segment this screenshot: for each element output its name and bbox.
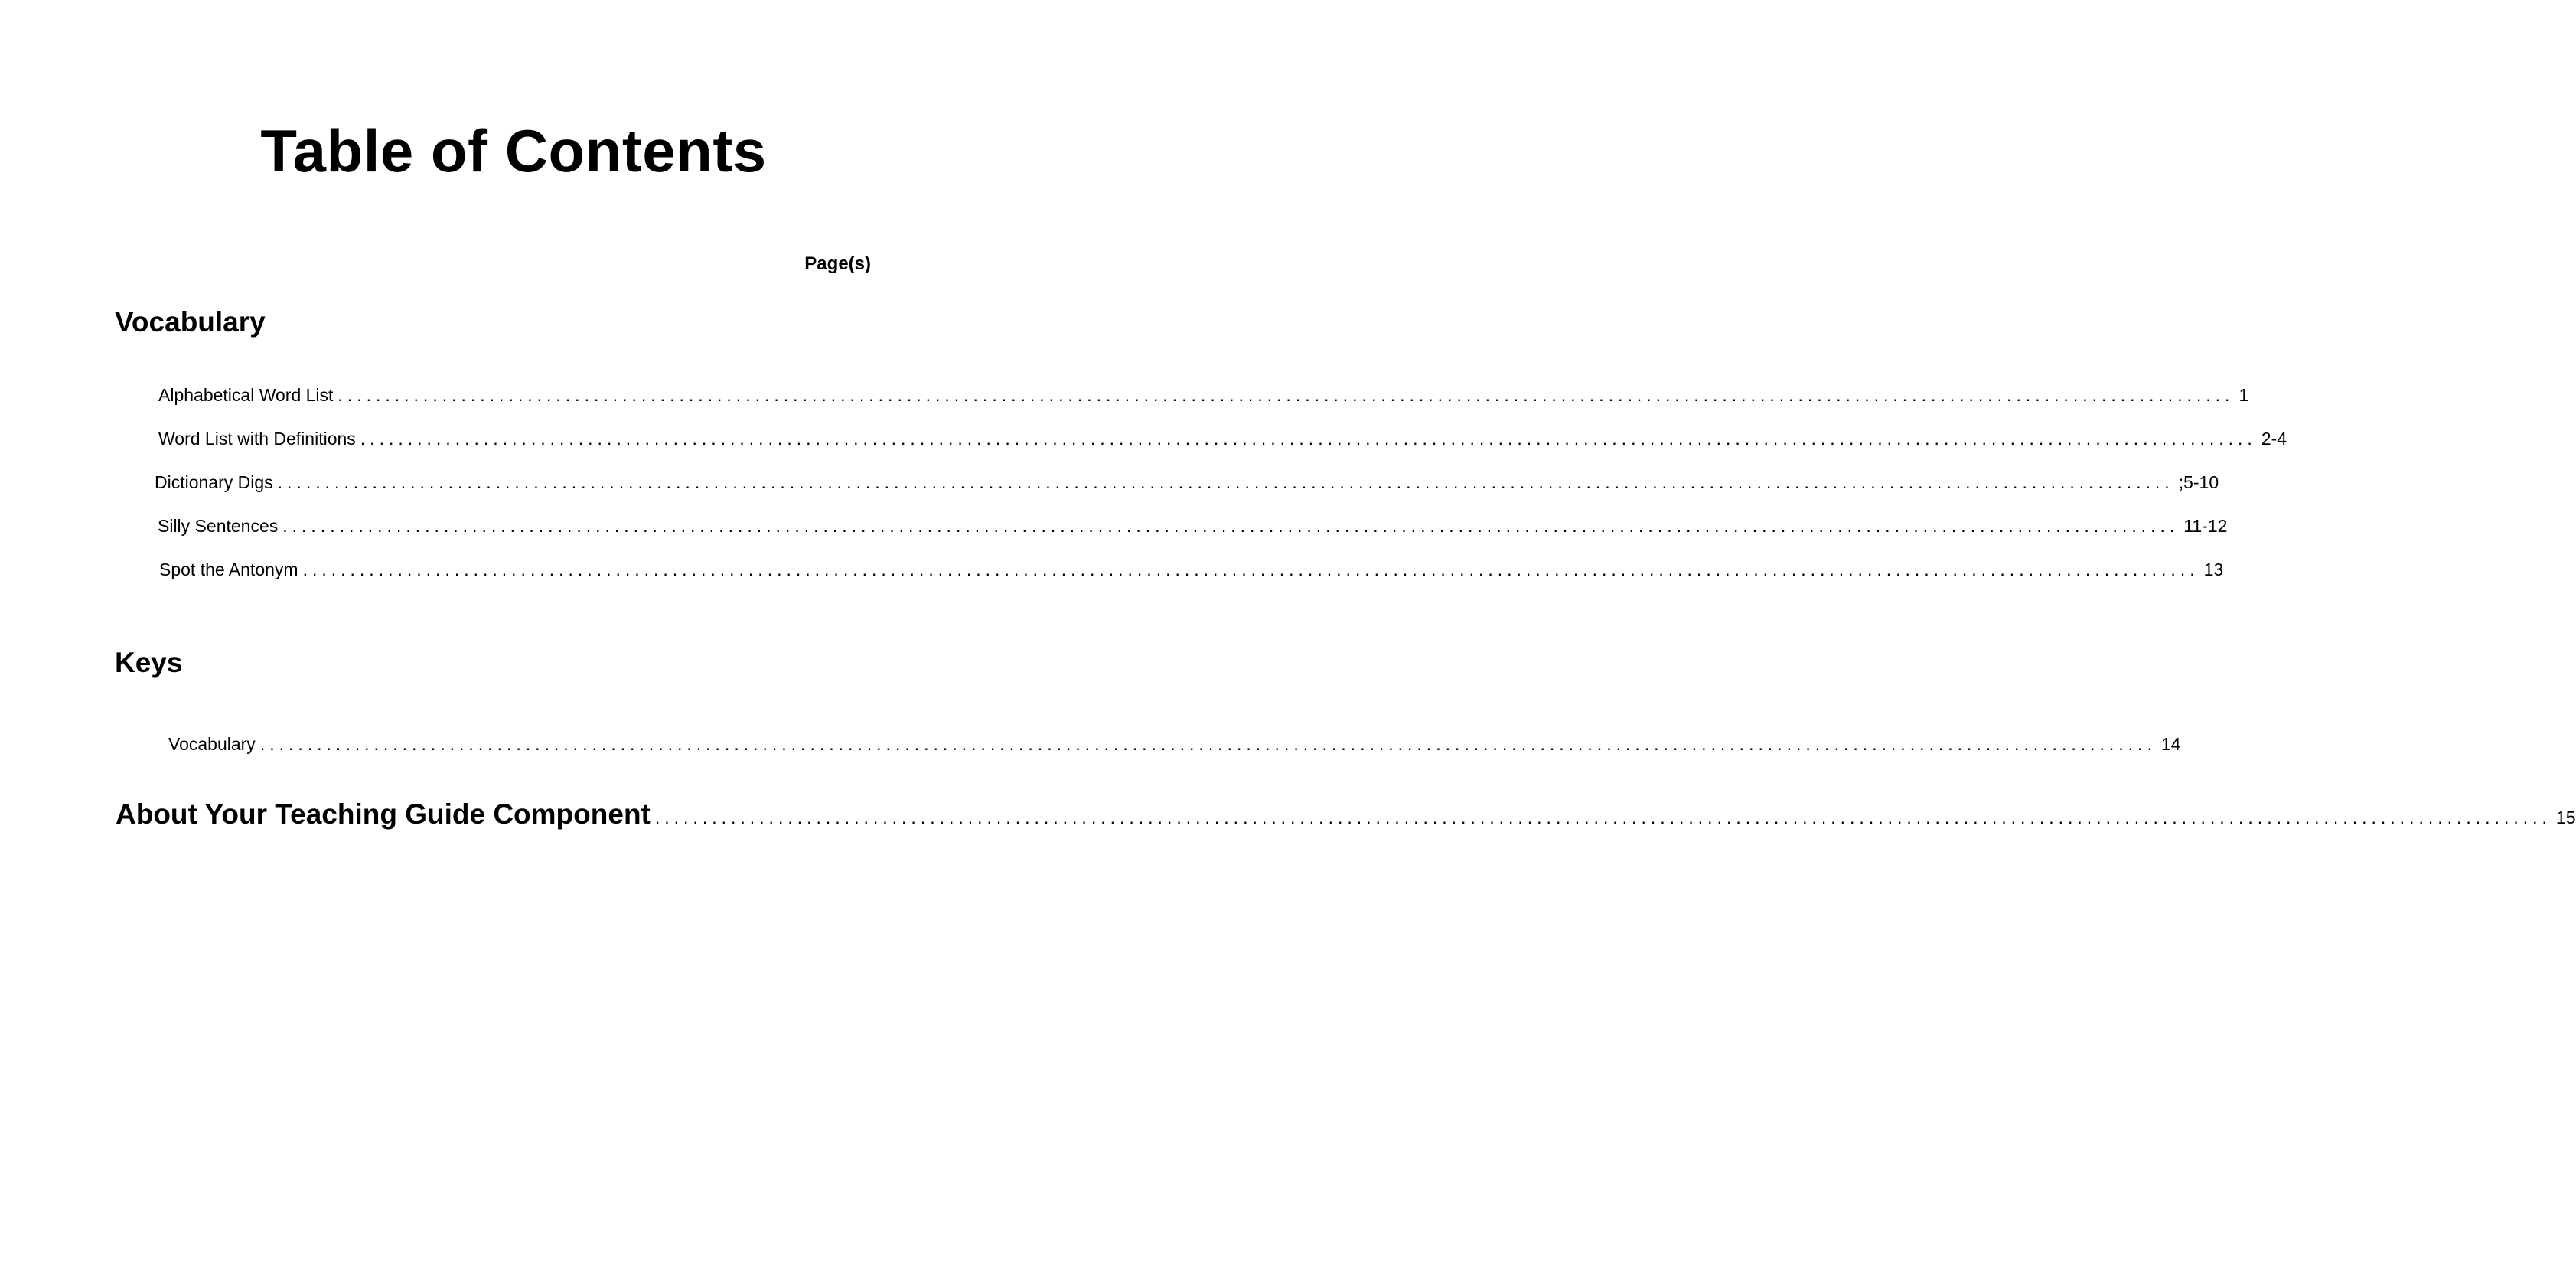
toc-entry-page: 13 — [2203, 560, 2224, 579]
toc-entry-page: 14 — [2160, 734, 2181, 754]
toc-entry[interactable] — [159, 560, 2224, 579]
dot-leader: ........................................................................................................................................................................................................ — [302, 560, 2199, 579]
toc-entry[interactable] — [155, 472, 2219, 492]
section-heading-vocabulary: Vocabulary — [115, 306, 266, 338]
toc-entry-label: About Your Teaching Guide Component — [116, 798, 651, 830]
toc-entry[interactable] — [168, 734, 2181, 754]
page-title: Table of Contents — [260, 117, 767, 184]
toc-entry[interactable] — [158, 385, 2249, 405]
dot-leader: ........................................................................................................................................................................................................ — [277, 472, 2174, 492]
dot-leader: ........................................................................................................................................................................................................ — [654, 808, 2552, 827]
toc-entry[interactable] — [158, 516, 2228, 536]
toc-entry-page: 2-4 — [2261, 429, 2287, 449]
toc-entry-about[interactable] — [116, 798, 2576, 830]
toc-entry[interactable] — [158, 429, 2287, 449]
dot-leader: ........................................................................................................................................................................................................ — [282, 516, 2180, 536]
toc-entry-label: Alphabetical Word List — [158, 385, 334, 405]
dot-leader: ........................................................................................................................................................................................................ — [337, 385, 2235, 405]
dot-leader: ........................................................................................................................................................................................................ — [259, 734, 2157, 754]
section-heading-keys: Keys — [115, 647, 183, 678]
toc-entry-label: Word List with Definitions — [158, 429, 356, 449]
toc-entry-page: ;5-10 — [2178, 472, 2219, 492]
toc-entry-label: Spot the Antonym — [159, 560, 298, 579]
pages-column-header: Page(s) — [804, 253, 871, 274]
toc-entry-page: 1 — [2239, 385, 2249, 405]
toc-entry-page: 15 — [2555, 808, 2576, 827]
dot-leader: ........................................................................................................................................................................................................ — [360, 429, 2257, 449]
toc-entry-page: 11-12 — [2183, 516, 2228, 536]
toc-entry-label: Vocabulary — [168, 734, 256, 754]
toc-entry-label: Silly Sentences — [158, 516, 279, 536]
toc-entry-label: Dictionary Digs — [155, 472, 273, 492]
